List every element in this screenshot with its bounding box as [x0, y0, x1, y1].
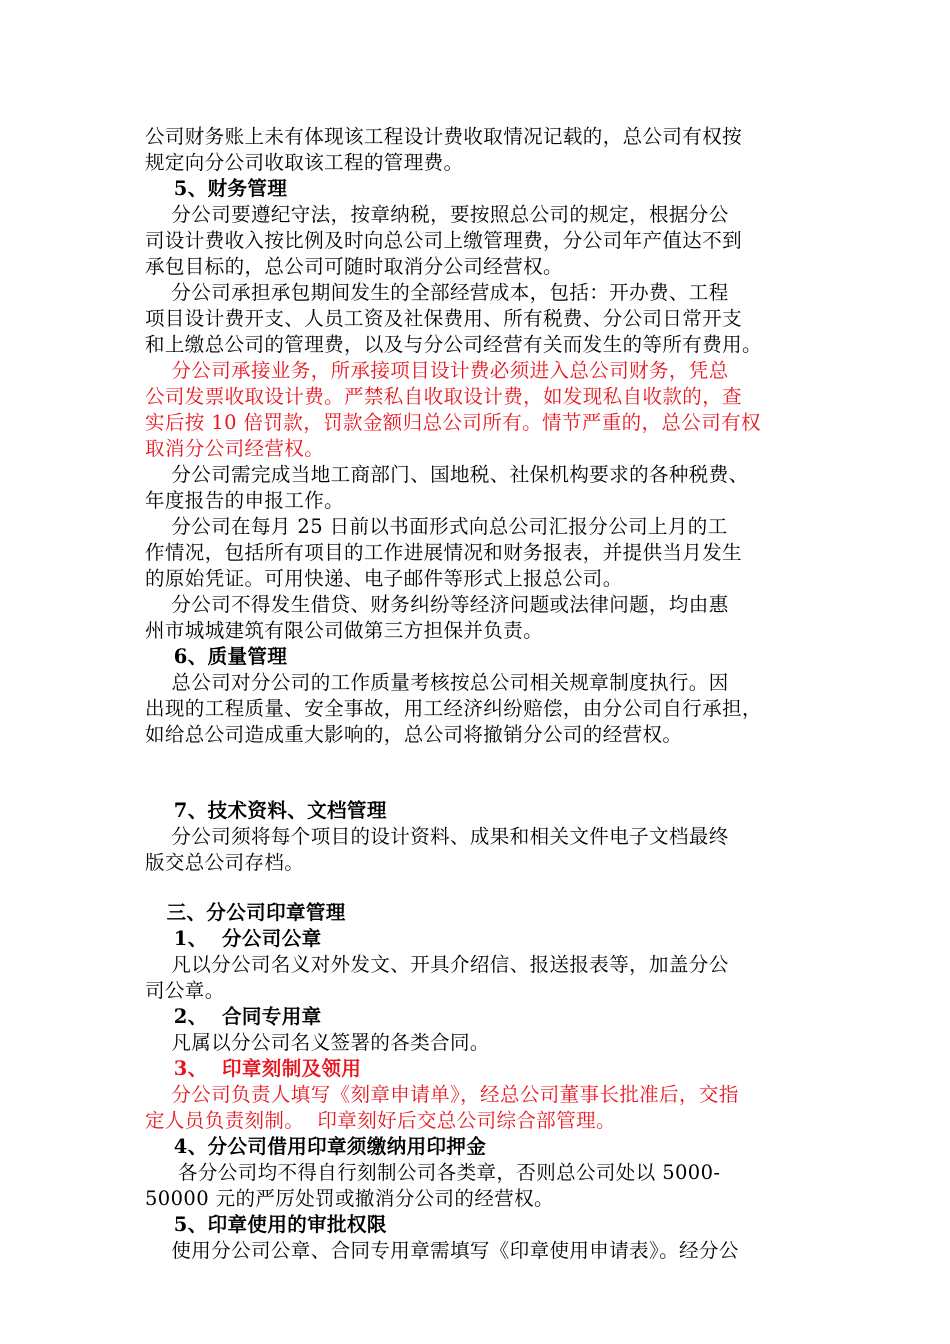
paragraph-line: 规定向分公司收取该工程的管理费。 [145, 151, 464, 174]
section-heading: 7、技术资料、文档管理 [145, 799, 387, 822]
paragraph-line: 版交总公司存档。 [145, 851, 305, 874]
paragraph-line: 承包目标的，总公司可随时取消分公司经营权。 [145, 255, 563, 278]
section-heading: 5、财务管理 [145, 177, 288, 200]
section-heading: 3、 印章刻制及领用 [145, 1057, 362, 1080]
paragraph-line: 实后按 10 倍罚款，罚款金额归总公司所有。情节严重的，总公司有权 [145, 411, 761, 434]
section-heading: 1、 分公司公章 [145, 927, 322, 950]
paragraph-line: 公司财务账上未有体现该工程设计费收取情况记载的，总公司有权按 [145, 125, 743, 148]
section-heading: 4、分公司借用印章须缴纳用印押金 [145, 1135, 487, 1158]
section-heading: 三、分公司印章管理 [145, 901, 346, 924]
paragraph-line: 和上缴总公司的管理费，以及与分公司经营有关而发生的等所有费用。 [145, 333, 762, 356]
paragraph-line: 50000 元的严厉处罚或撤消分公司的经营权。 [145, 1187, 554, 1210]
paragraph-line: 总公司对分公司的工作质量考核按总公司相关规章制度执行。因 [145, 671, 729, 694]
section-heading: 5、印章使用的审批权限 [145, 1213, 387, 1236]
paragraph-line: 年度报告的申报工作。 [145, 489, 345, 512]
paragraph-line: 司公章。 [145, 979, 225, 1002]
paragraph-line: 各分公司均不得自行刻制公司各类章，否则总公司处以 5000- [145, 1161, 721, 1184]
section-heading: 6、质量管理 [145, 645, 288, 668]
paragraph-line: 如给总公司造成重大影响的，总公司将撤销分公司的经营权。 [145, 723, 683, 746]
section-heading: 2、 合同专用章 [145, 1005, 322, 1028]
paragraph-line: 取消分公司经营权。 [145, 437, 325, 460]
paragraph-line: 司设计费收入按比例及时向总公司上缴管理费，分公司年产值达不到 [145, 229, 743, 252]
paragraph-line: 出现的工程质量、安全事故，用工经济纠纷赔偿，由分公司自行承担， [145, 697, 762, 720]
paragraph-line: 分公司承接业务，所承接项目设计费必须进入总公司财务，凭总 [145, 359, 729, 382]
paragraph-line: 分公司要遵纪守法，按章纳税，要按照总公司的规定，根据分公 [145, 203, 729, 226]
paragraph-line: 分公司承担承包期间发生的全部经营成本，包括：开办费、工程 [145, 281, 729, 304]
paragraph-line: 使用分公司公章、合同专用章需填写《印章使用申请表》。经分公 [145, 1239, 739, 1262]
paragraph-line: 分公司负责人填写《刻章申请单》，经总公司董事长批准后，交指 [145, 1083, 739, 1106]
paragraph-line: 作情况，包括所有项目的工作进展情况和财务报表，并提供当月发生 [145, 541, 743, 564]
paragraph-line: 分公司需完成当地工商部门、国地税、社保机构要求的各种税费、 [145, 463, 749, 486]
paragraph-line: 项目设计费开支、人员工资及社保费用、所有税费、分公司日常开支 [145, 307, 743, 330]
paragraph-line: 凡以分公司名义对外发文、开具介绍信、报送报表等，加盖分公 [145, 953, 729, 976]
paragraph-line: 分公司须将每个项目的设计资料、成果和相关文件电子文档最终 [145, 825, 729, 848]
paragraph-line: 公司发票收取设计费。严禁私自收取设计费，如发现私自收款的，查 [145, 385, 743, 408]
paragraph-line: 的原始凭证。可用快递、电子邮件等形式上报总公司。 [145, 567, 623, 590]
paragraph-line: 凡属以分公司名义签署的各类合同。 [145, 1031, 490, 1054]
paragraph-line: 定人员负责刻制。 印章刻好后交总公司综合部管理。 [145, 1109, 616, 1132]
paragraph-line: 分公司不得发生借贷、财务纠纷等经济问题或法律问题，均由惠 [145, 593, 729, 616]
paragraph-line: 分公司在每月 25 日前以书面形式向总公司汇报分公司上月的工 [145, 515, 728, 538]
paragraph-line: 州市城城建筑有限公司做第三方担保并负责。 [145, 619, 544, 642]
